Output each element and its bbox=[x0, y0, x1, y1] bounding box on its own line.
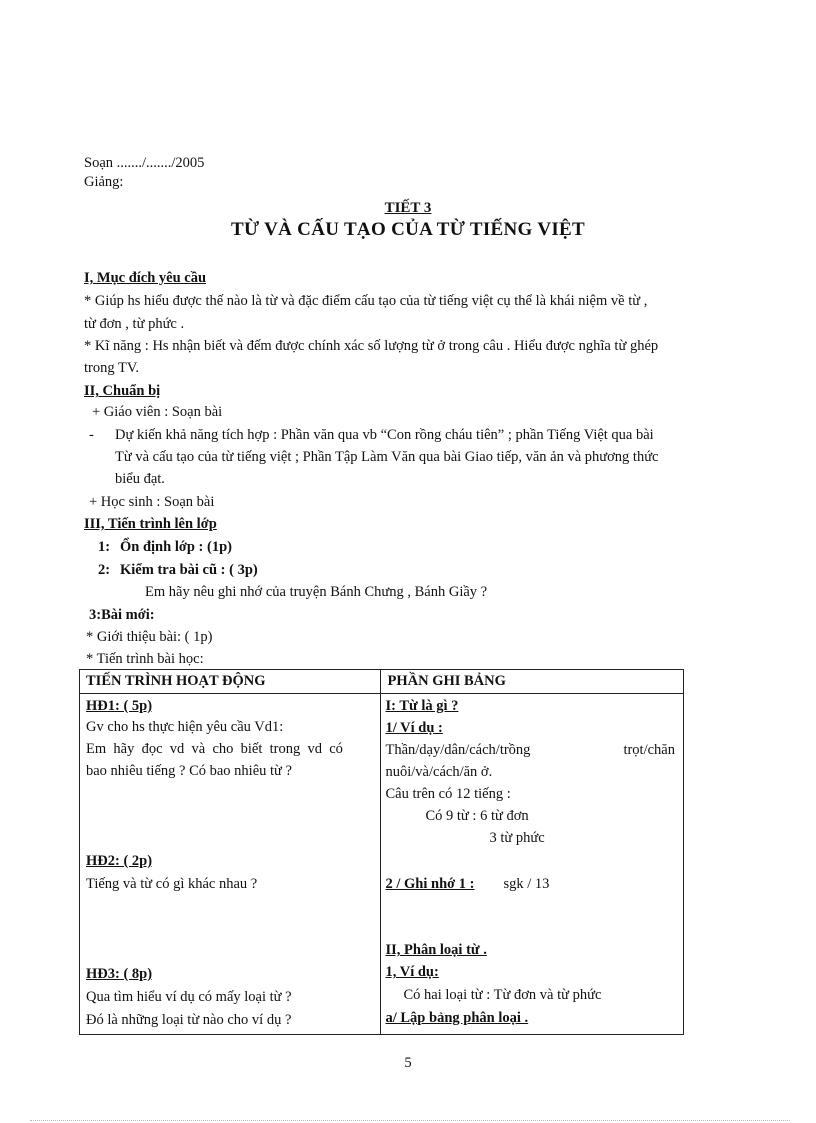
example-line5: 3 từ phức bbox=[489, 830, 545, 846]
step-2-number: 2: bbox=[98, 562, 111, 578]
example-line1-b: trọt/chăn bbox=[623, 742, 675, 758]
table-header-activities: TIẾN TRÌNH HOẠT ĐỘNG bbox=[80, 670, 381, 694]
hd3-line2: Đó là những loại từ nào cho ví dụ ? bbox=[86, 1012, 292, 1028]
section-2-plan-line2: Từ và cấu tạo của từ tiếng việt ; Phần Tập Làm Văn qua bài Giao tiếp, văn ản và phương thức bbox=[115, 449, 659, 465]
board-example-1-heading: 1/ Ví dụ : bbox=[385, 720, 443, 736]
board-section-1-heading: I: Từ là gì ? bbox=[385, 698, 459, 714]
intro-line: * Giới thiệu bài: ( 1p) bbox=[86, 629, 213, 645]
section-2-heading: II, Chuẩn bị bbox=[84, 383, 161, 399]
table-header-board: PHẦN GHI BẢNG bbox=[381, 670, 684, 694]
hd2-line1: Tiếng và từ có gì khác nhau ? bbox=[86, 876, 258, 892]
board-cell bbox=[381, 694, 684, 1035]
giang-date: Giảng: bbox=[84, 174, 124, 190]
step-2-label: Kiểm tra bài cũ : ( 3p) bbox=[120, 562, 258, 578]
hd3-heading: HĐ3: ( 8p) bbox=[86, 966, 153, 982]
section-1-p1-line2: từ đơn , từ phức . bbox=[84, 316, 185, 332]
example-line3: Câu trên có 12 tiếng : bbox=[385, 786, 511, 802]
hd1-line1: Gv cho hs thực hiện yêu cầu Vd1: bbox=[86, 719, 284, 735]
classification-table-heading: a/ Lập bảng phân loại . bbox=[385, 1010, 529, 1026]
footer-divider bbox=[30, 1120, 790, 1121]
page-number: 5 bbox=[404, 1055, 412, 1071]
section-2-plan-line1: Dự kiến khả năng tích hợp : Phần văn qua vb “Con rồng cháu tiên” ; phần Tiếng Việt qua bài bbox=[115, 427, 654, 443]
ghi-nho-label: 2 / Ghi nhớ 1 : bbox=[385, 876, 475, 892]
section-2-dash: - bbox=[89, 427, 94, 443]
hd1-heading: HĐ1: ( 5p) bbox=[86, 698, 153, 714]
board-section-2-heading: II, Phân loại từ . bbox=[385, 942, 487, 958]
section-2-teacher: + Giáo viên : Soạn bài bbox=[92, 404, 223, 420]
section-1-p1-line1: * Giúp hs hiểu được thế nào là từ và đặc điểm cấu tạo của từ tiếng việt cụ thể là khái niệm về từ , bbox=[84, 293, 648, 309]
activities-cell bbox=[80, 694, 381, 1035]
lesson-number: TIẾT 3 bbox=[384, 200, 432, 216]
step-1-label: Ổn định lớp : (1p) bbox=[120, 539, 232, 555]
ghi-nho-ref: sgk / 13 bbox=[503, 876, 550, 892]
section-1-p2-line1: * Kĩ năng : Hs nhận biết và đếm được chính xác số lượng từ ở trong câu . Hiểu được nghĩa từ ghép bbox=[84, 338, 659, 354]
section-1-heading: I, Mục đích yêu cầu bbox=[84, 270, 207, 286]
hd1-line2: Em hãy đọc vd và cho biết trong vd có bbox=[86, 741, 343, 757]
example-line1-a: Thần/dạy/dân/cách/trồng bbox=[385, 742, 531, 758]
step-1-number: 1: bbox=[98, 539, 111, 555]
step-2-question: Em hãy nêu ghi nhớ của truyện Bánh Chưng , Bánh Giầy ? bbox=[145, 584, 488, 600]
soan-date: Soạn ......./......./2005 bbox=[84, 155, 205, 171]
lesson-table bbox=[79, 669, 684, 1035]
section-2-plan-line3: biểu đạt. bbox=[115, 471, 165, 487]
progress-line: * Tiến trình bài học: bbox=[86, 651, 204, 667]
example-line2: nuôi/và/cách/ăn ở. bbox=[385, 764, 493, 780]
hd2-heading: HĐ2: ( 2p) bbox=[86, 853, 153, 869]
board-example-2-heading: 1, Ví dụ: bbox=[385, 964, 439, 980]
section-2-student: + Học sinh : Soạn bài bbox=[89, 494, 215, 510]
example-line4: Có 9 từ : 6 từ đơn bbox=[425, 808, 529, 824]
lesson-title: TỪ VÀ CẤU TẠO CỦA TỪ TIẾNG VIỆT bbox=[230, 219, 586, 240]
section-1-p2-line2: trong TV. bbox=[84, 360, 140, 376]
hd1-line3: bao nhiêu tiếng ? Có bao nhiêu từ ? bbox=[86, 763, 292, 779]
step-3-label: 3:Bài mới: bbox=[89, 607, 155, 623]
section-3-heading: III, Tiến trình lên lớp bbox=[84, 516, 217, 532]
word-types-line: Có hai loại từ : Từ đơn và từ phức bbox=[403, 987, 602, 1003]
hd3-line1: Qua tìm hiểu ví dụ có mấy loại từ ? bbox=[86, 989, 292, 1005]
